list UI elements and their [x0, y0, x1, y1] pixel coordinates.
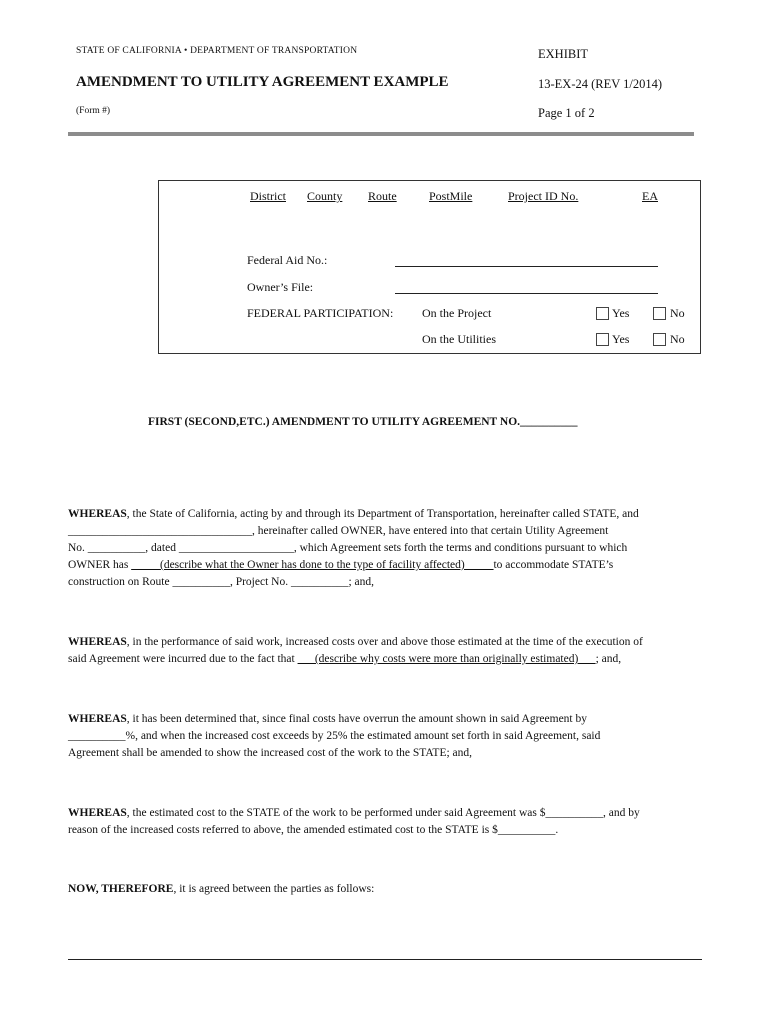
- cost-reason-description: ___(describe why costs were more than originally estimated)___: [297, 653, 596, 665]
- now-therefore-keyword: NOW, THEREFORE: [68, 883, 174, 895]
- whereas1-keyword: WHEREAS: [68, 508, 127, 520]
- whereas-paragraph-1: [68, 506, 708, 591]
- whereas3-line1: WHEREAS, it has been determined that, since final costs have overrun the amount shown in said Agreement by: [68, 713, 587, 725]
- federal-aid-label: Federal Aid No.:: [247, 253, 328, 267]
- agency-name: STATE OF CALIFORNIA • DEPARTMENT OF TRANSPORTATION: [76, 46, 358, 56]
- whereas1-line2: ________________________________, hereinafter called OWNER, have entered into that certain Utility Agreement: [68, 525, 609, 537]
- exhibit-label: EXHIBIT: [538, 47, 588, 61]
- whereas-paragraph-3: [68, 711, 708, 762]
- now-therefore-paragraph: [68, 881, 708, 898]
- on-utilities-no-label: No: [670, 332, 685, 346]
- whereas1-line1: WHEREAS, the State of California, acting by and through its Department of Transportation, hereinafter called STATE, and: [68, 508, 639, 520]
- document-title: AMENDMENT TO UTILITY AGREEMENT EXAMPLE: [76, 74, 449, 90]
- whereas3-keyword: WHEREAS: [68, 713, 127, 725]
- on-project-yes-label: Yes: [612, 306, 630, 320]
- federal-aid-field[interactable]: [395, 266, 658, 267]
- whereas4-line1: WHEREAS, the estimated cost to the STATE of the work to be performed under said Agreement was $__________, and by: [68, 807, 640, 819]
- owner-work-description: _____(describe what the Owner has done to the type of facility affected)_____: [131, 559, 494, 571]
- on-utilities-label: On the Utilities: [422, 332, 496, 346]
- column-postmile: PostMile: [429, 189, 473, 203]
- column-district: District: [250, 189, 286, 203]
- project-info-box: [158, 180, 701, 354]
- on-project-no-checkbox[interactable]: [653, 307, 666, 320]
- whereas1-line5: construction on Route __________, Project No. __________; and,: [68, 576, 374, 588]
- on-utilities-no-checkbox[interactable]: [653, 333, 666, 346]
- page-indicator: Page 1 of 2: [538, 106, 595, 120]
- whereas4-line2: reason of the increased costs referred to above, the amended estimated cost to the STATE is $__________.: [68, 824, 559, 836]
- whereas2-keyword: WHEREAS: [68, 636, 127, 648]
- whereas1-line3: No. __________, dated ____________________, which Agreement sets forth the terms and conditions pursuant to which: [68, 542, 628, 554]
- whereas3-line2: __________%, and when the increased cost exceeds by 25% the estimated amount set forth in said Agreement, said: [68, 730, 601, 742]
- footer-divider: [68, 959, 702, 960]
- whereas4-keyword: WHEREAS: [68, 807, 127, 819]
- now-therefore-line: NOW, THEREFORE, it is agreed between the parties as follows:: [68, 883, 375, 895]
- on-utilities-yes-label: Yes: [612, 332, 630, 346]
- column-route: Route: [368, 189, 397, 203]
- form-code: 13-EX-24 (REV 1/2014): [538, 77, 663, 91]
- owners-file-label: Owner’s File:: [247, 280, 314, 294]
- form-number-note: (Form #): [76, 106, 111, 116]
- column-ea: EA: [642, 189, 658, 203]
- column-project-id: Project ID No.: [508, 189, 579, 203]
- whereas1-line4: OWNER has _____(describe what the Owner has done to the type of facility affected)_____to accommodate STATE’s: [68, 559, 614, 571]
- on-project-label: On the Project: [422, 306, 492, 320]
- amendment-title: FIRST (SECOND,ETC.) AMENDMENT TO UTILITY AGREEMENT NO.__________: [148, 416, 578, 428]
- header-divider: [68, 132, 694, 136]
- whereas3-line3: Agreement shall be amended to show the increased cost of the work to the STATE; and,: [68, 747, 473, 759]
- column-county: County: [307, 189, 343, 203]
- whereas-paragraph-4: [68, 805, 708, 839]
- on-project-yes-checkbox[interactable]: [596, 307, 609, 320]
- on-utilities-yes-checkbox[interactable]: [596, 333, 609, 346]
- owners-file-field[interactable]: [395, 293, 658, 294]
- federal-participation-label: FEDERAL PARTICIPATION:: [247, 306, 394, 320]
- whereas2-line1: WHEREAS, in the performance of said work, increased costs over and above those estimated at the time of the execution of: [68, 636, 643, 648]
- whereas2-line2: said Agreement were incurred due to the fact that ___(describe why costs were more than originally estimated)___; and,: [68, 653, 622, 665]
- on-project-no-label: No: [670, 306, 685, 320]
- whereas-paragraph-2: [68, 634, 708, 668]
